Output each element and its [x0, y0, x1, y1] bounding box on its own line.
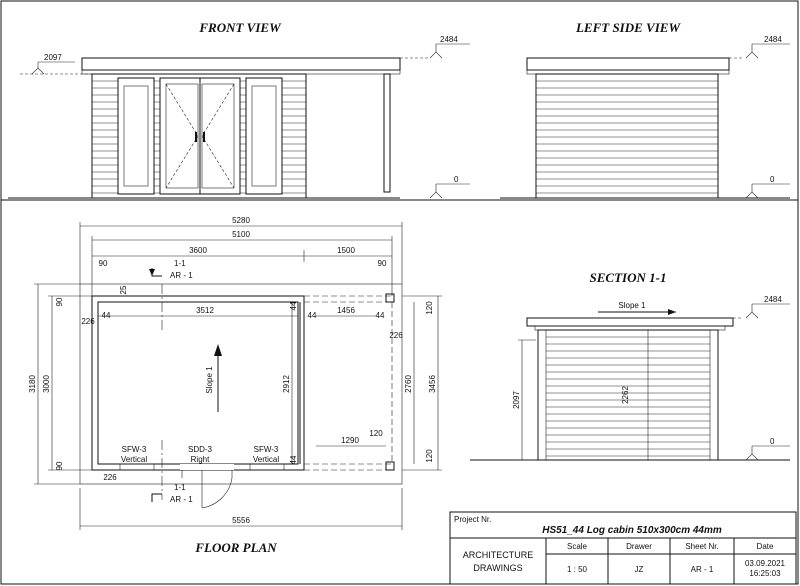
- front-eave-level: 2097: [44, 53, 62, 62]
- section-ground-level: 0: [770, 437, 775, 446]
- titleblock-time-value: 16:25:03: [749, 569, 781, 578]
- left-wall: [536, 74, 718, 198]
- left-ground-level: 0: [770, 175, 775, 184]
- plan-dim-3000: 3000: [42, 375, 51, 393]
- titleblock-scale-value: 1 : 50: [566, 565, 588, 574]
- titleblock-project-label: Project Nr.: [454, 515, 492, 524]
- plan-dim-90-bottom: 90: [55, 461, 64, 471]
- left-log-lines: [536, 81, 718, 193]
- plan-dim-3512: 3512: [196, 306, 214, 315]
- plan-section-ref-bottom: AR - 1: [170, 495, 193, 504]
- plan-section-ref-top: AR - 1: [170, 271, 193, 280]
- section-top-level: 2484: [764, 295, 782, 304]
- front-ground-level: 0: [454, 175, 459, 184]
- titleblock-header-sheet: Sheet Nr.: [685, 542, 719, 551]
- plan-dim-90-left: 90: [98, 259, 108, 268]
- section-height-2097: 2097: [512, 391, 521, 409]
- section-title: SECTION 1-1: [589, 270, 667, 285]
- plan-dim-44-c: 44: [307, 311, 317, 320]
- plan-opening-1-code: SFW-3: [121, 445, 147, 454]
- plan-dim-44-a: 44: [101, 311, 111, 320]
- titleblock-date-value: 03.09.2021: [744, 559, 786, 568]
- plan-dim-44-e: 44: [289, 455, 298, 465]
- front-view-title: FRONT VIEW: [199, 20, 281, 35]
- plan-dim-120-bottom: 120: [425, 449, 434, 463]
- plan-dim-2760: 2760: [404, 375, 413, 393]
- titleblock-drawer-value: JZ: [634, 565, 644, 574]
- plan-dim-120-mid: 120: [369, 429, 383, 438]
- plan-slope-label: Slope 1: [205, 366, 214, 394]
- floor-plan: [28, 216, 442, 555]
- title-block: [450, 512, 796, 584]
- plan-opening-3-code: SFW-3: [253, 445, 279, 454]
- left-side-view: [500, 20, 790, 198]
- titleblock-header-date: Date: [756, 542, 774, 551]
- titleblock-category-line1: ARCHITECTURE: [462, 550, 534, 560]
- plan-dim-2912: 2912: [282, 375, 291, 393]
- titleblock-project-title: HS51_44 Log cabin 510x300cm 44mm: [542, 525, 722, 536]
- front-window-right: [246, 78, 282, 194]
- section-roof: [527, 318, 733, 326]
- plan-dim-3456: 3456: [428, 375, 437, 393]
- plan-dim-226-bottom: 226: [103, 473, 117, 482]
- section-height-2262: 2262: [621, 386, 630, 404]
- plan-section-mark-top: 1-1: [174, 259, 186, 268]
- plan-opening-2-type: Right: [190, 455, 210, 464]
- plan-dim-226-left: 226: [81, 317, 95, 326]
- left-top-level: 2484: [764, 35, 782, 44]
- plan-opening-1-type: Vertical: [120, 455, 148, 464]
- plan-dim-90-right: 90: [377, 259, 387, 268]
- plan-dim-3600: 3600: [189, 246, 207, 255]
- plan-dim-5556: 5556: [232, 516, 250, 525]
- plan-dim-44-d: 44: [375, 311, 385, 320]
- titleblock-header-drawer: Drawer: [626, 542, 652, 551]
- plan-cabin-walls: [92, 296, 304, 470]
- left-roof: [527, 58, 729, 70]
- plan-section-mark-bottom: 1-1: [174, 483, 186, 492]
- section-slope-label: Slope 1: [618, 301, 646, 310]
- plan-dim-44-b: 44: [289, 301, 298, 311]
- plan-opening-2-code: SDD-3: [187, 445, 213, 454]
- plan-dim-120-top: 120: [425, 301, 434, 315]
- titleblock-category-line2: DRAWINGS: [473, 563, 523, 573]
- plan-dim-1500: 1500: [337, 246, 355, 255]
- left-view-title: LEFT SIDE VIEW: [575, 20, 681, 35]
- plan-window-left: [120, 464, 154, 470]
- front-top-level: 2484: [440, 35, 458, 44]
- plan-dim-1290: 1290: [341, 436, 359, 445]
- floor-plan-title: FLOOR PLAN: [195, 540, 277, 555]
- titleblock-sheet-value: AR - 1: [690, 565, 714, 574]
- plan-dim-226-right: 226: [389, 331, 403, 340]
- front-canopy-post: [384, 74, 390, 192]
- plan-dim-90-side: 90: [55, 297, 64, 307]
- plan-dim-5100: 5100: [232, 230, 250, 239]
- plan-dim-5280: 5280: [232, 216, 250, 225]
- titleblock-header-scale: Scale: [566, 542, 588, 551]
- front-window-left: [118, 78, 154, 194]
- plan-opening-3-type: Vertical: [252, 455, 280, 464]
- plan-window-right: [250, 464, 284, 470]
- front-roof: [82, 58, 400, 70]
- plan-dim-25: 25: [119, 285, 128, 295]
- plan-dim-3180: 3180: [28, 375, 37, 393]
- section-view: [470, 270, 790, 460]
- plan-door-swing: [202, 470, 232, 508]
- plan-dim-1456: 1456: [337, 306, 355, 315]
- front-view: [8, 20, 470, 198]
